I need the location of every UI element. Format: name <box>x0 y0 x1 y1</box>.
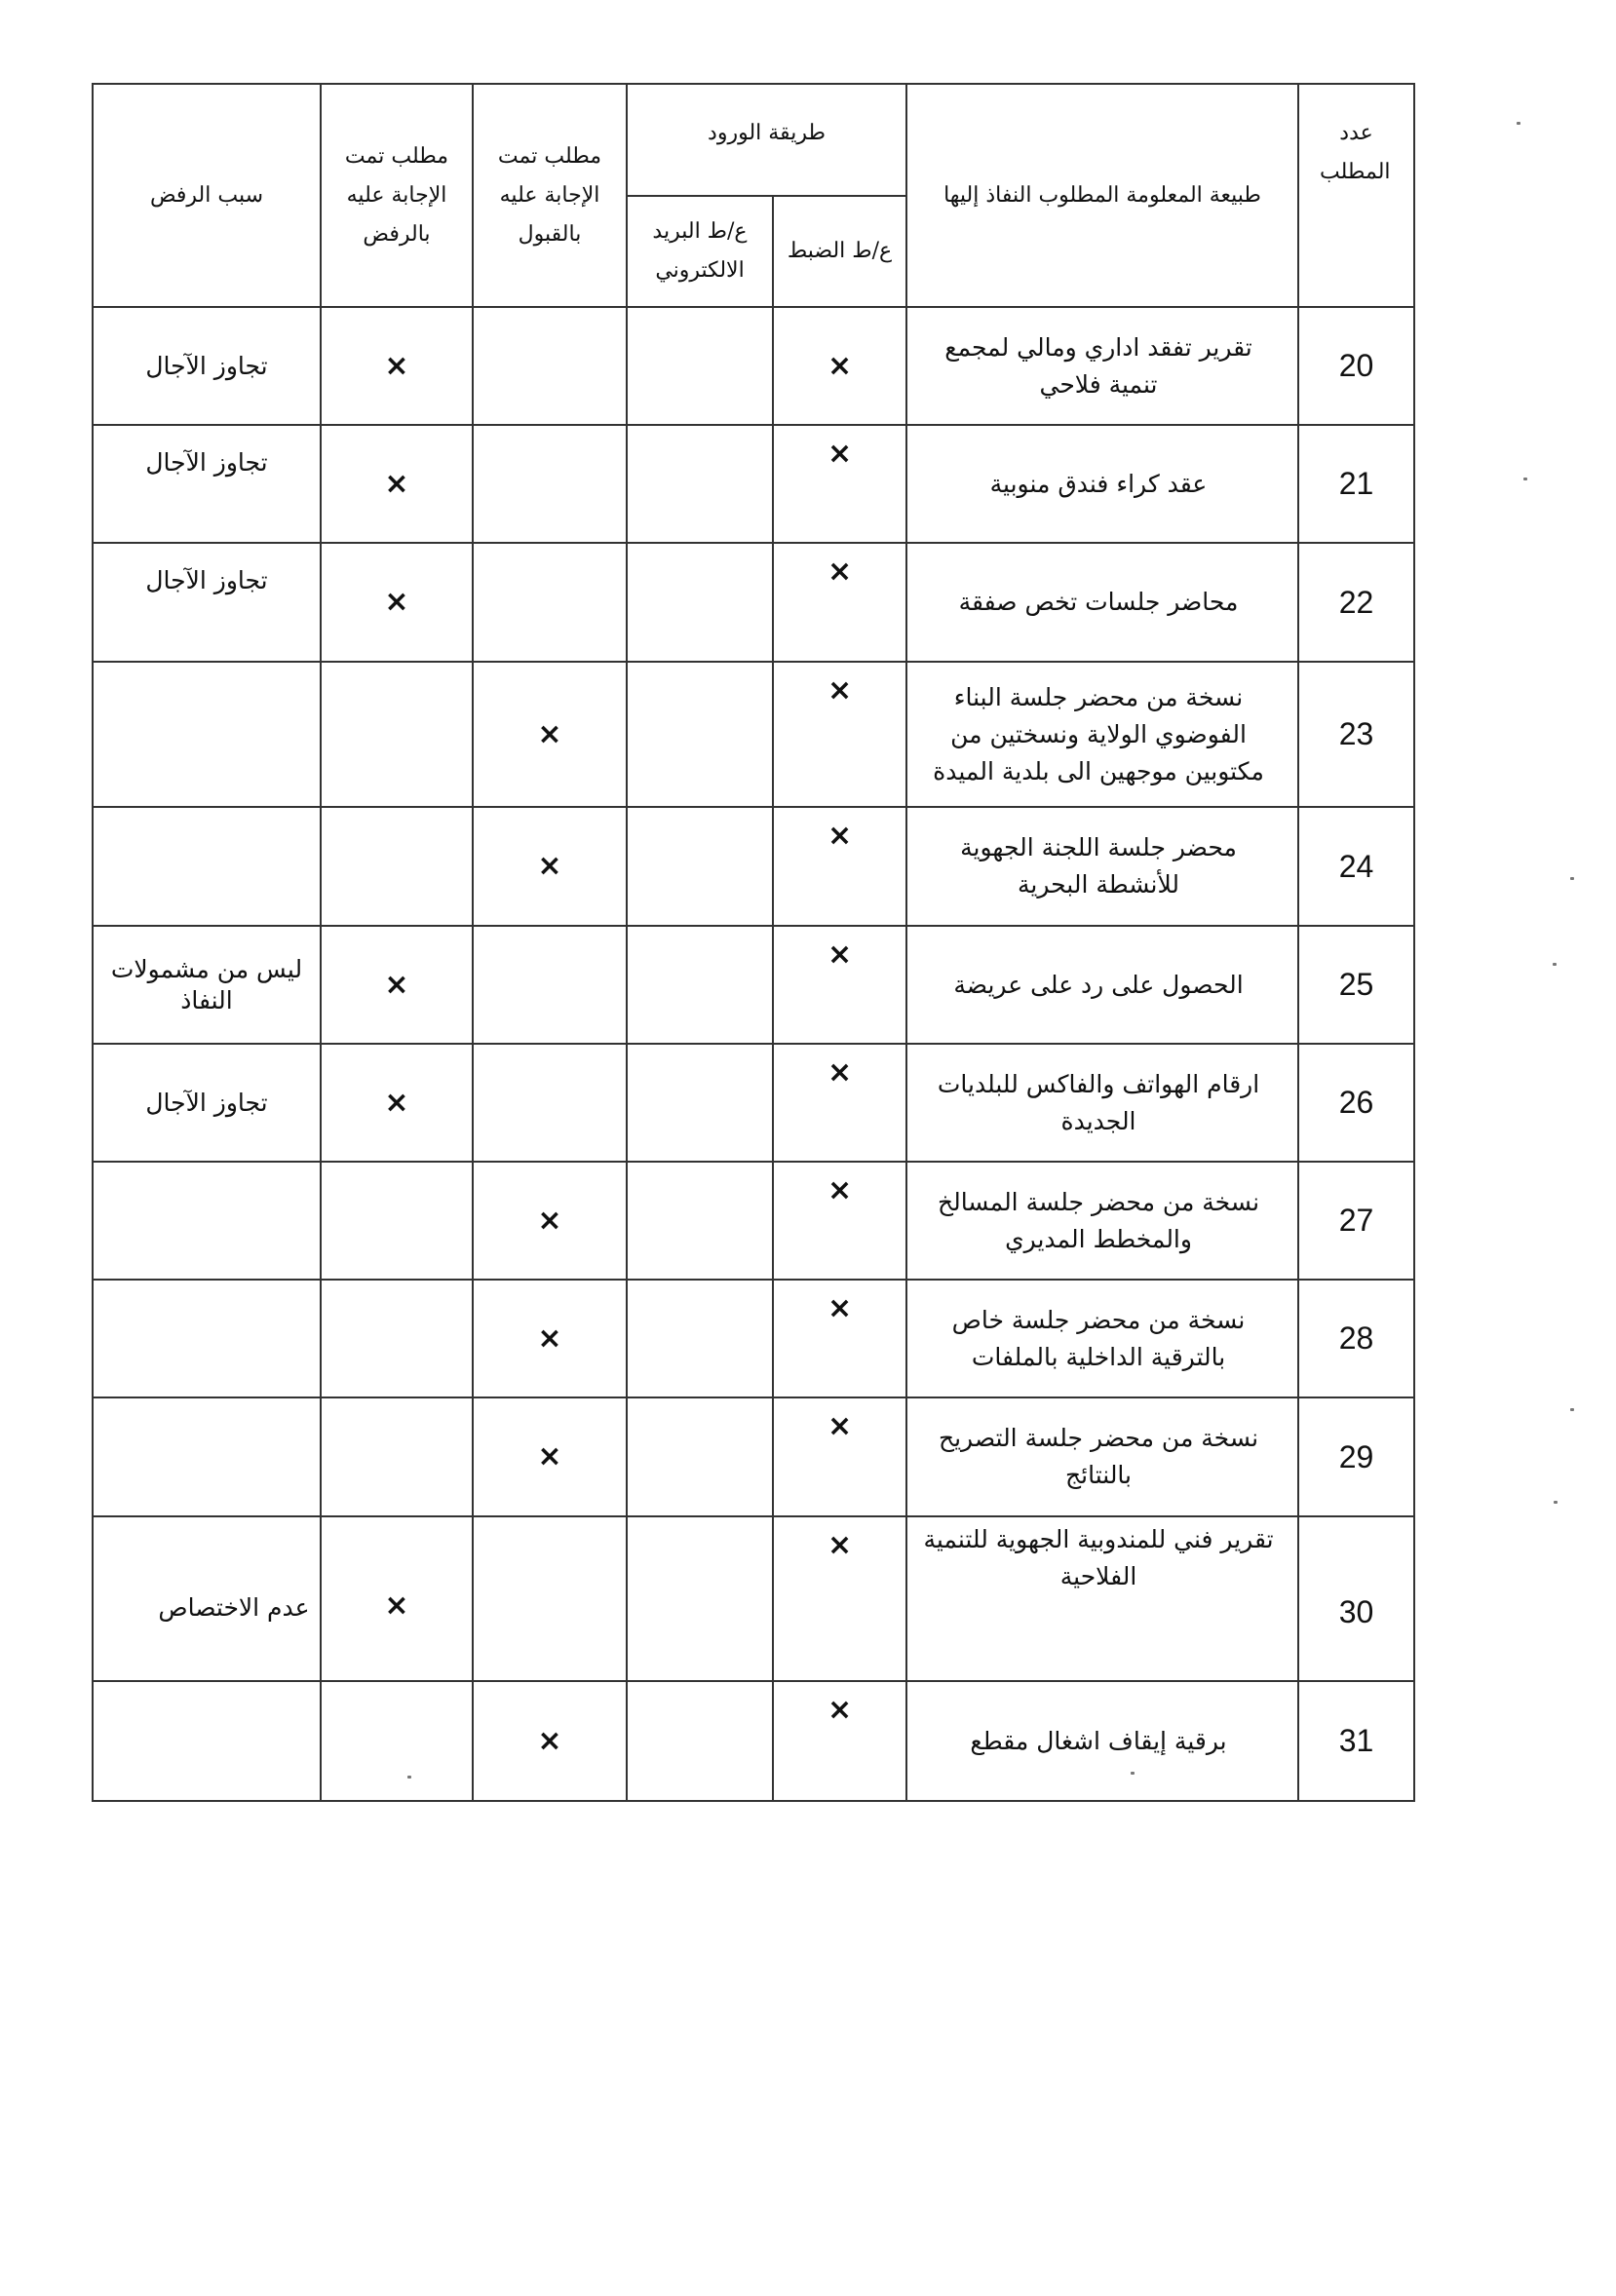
refusal-reason-cell: تجاوز الآجال <box>93 543 321 662</box>
accepted-mark-cell <box>473 425 627 543</box>
refusal-reason-cell: عدم الاختصاص <box>93 1516 321 1681</box>
refusal-reason-cell <box>93 662 321 807</box>
accepted-mark-cell: × <box>473 1162 627 1280</box>
email-mark-cell <box>627 1397 773 1516</box>
header-by-office: ع/ط الضبط <box>773 196 906 307</box>
info-nature-cell: نسخة من محضر جلسة البناء الفوضوي الولاية ونسختين من مكتوبين موجهين الى بلدية الميدة <box>906 662 1298 807</box>
info-nature-cell: تقرير فني للمندوبية الجهوية للتنمية الفلاحية <box>906 1516 1298 1681</box>
office-mark-cell: × <box>773 1681 906 1801</box>
email-mark-cell <box>627 807 773 926</box>
email-mark-cell <box>627 926 773 1044</box>
email-mark-cell <box>627 1044 773 1162</box>
office-mark-cell: × <box>773 926 906 1044</box>
header-request-number: عدد المطلب <box>1298 84 1414 307</box>
email-mark-cell <box>627 662 773 807</box>
accepted-mark-cell <box>473 307 627 425</box>
info-nature-cell: تقرير تفقد اداري ومالي لمجمع تنمية فلاحي <box>906 307 1298 425</box>
accepted-mark-cell <box>473 1516 627 1681</box>
refusal-reason-cell <box>93 1162 321 1280</box>
refused-mark-cell: × <box>321 543 473 662</box>
table-row <box>93 543 1414 662</box>
email-mark-cell <box>627 307 773 425</box>
email-mark-cell <box>627 425 773 543</box>
refused-mark-cell: × <box>321 425 473 543</box>
office-mark-cell: × <box>773 662 906 807</box>
refusal-reason-cell <box>93 1280 321 1397</box>
request-number-cell: 30 <box>1298 1516 1414 1681</box>
refused-mark-cell <box>321 662 473 807</box>
scan-speck <box>407 1776 411 1779</box>
table-row <box>93 662 1414 807</box>
table-row <box>93 807 1414 926</box>
accepted-mark-cell: × <box>473 1280 627 1397</box>
header-refused: مطلب تمت الإجابة عليه بالرفض <box>321 84 473 307</box>
office-mark-cell: × <box>773 1397 906 1516</box>
info-nature-cell: الحصول على رد على عريضة <box>906 926 1298 1044</box>
office-mark-cell: × <box>773 1044 906 1162</box>
header-refusal-reason: سبب الرفض <box>93 84 321 307</box>
office-mark-cell: × <box>773 307 906 425</box>
refused-mark-cell <box>321 1681 473 1801</box>
request-number-cell: 26 <box>1298 1044 1414 1162</box>
request-number-cell: 23 <box>1298 662 1414 807</box>
table-row <box>93 307 1414 425</box>
document-sheet <box>92 83 1413 1802</box>
request-number-cell: 31 <box>1298 1681 1414 1801</box>
table-row <box>93 1681 1414 1801</box>
info-nature-cell: ارقام الهواتف والفاكس للبلديات الجديدة <box>906 1044 1298 1162</box>
request-number-cell: 28 <box>1298 1280 1414 1397</box>
info-nature-cell: نسخة من محضر جلسة التصريح بالنتائج <box>906 1397 1298 1516</box>
scan-speck <box>1523 478 1527 480</box>
refused-mark-cell: × <box>321 1516 473 1681</box>
email-mark-cell <box>627 1280 773 1397</box>
scan-speck <box>1570 877 1574 880</box>
scan-speck <box>1553 963 1557 966</box>
office-mark-cell: × <box>773 1162 906 1280</box>
header-by-email: ع/ط البريد الالكتروني <box>627 196 773 307</box>
request-number-cell: 29 <box>1298 1397 1414 1516</box>
table-row <box>93 1162 1414 1280</box>
refusal-reason-cell: تجاوز الآجال <box>93 425 321 543</box>
office-mark-cell: × <box>773 1280 906 1397</box>
email-mark-cell <box>627 1162 773 1280</box>
refusal-reason-cell: تجاوز الآجال <box>93 307 321 425</box>
refusal-reason-cell <box>93 807 321 926</box>
accepted-mark-cell <box>473 543 627 662</box>
table-row <box>93 1397 1414 1516</box>
request-number-cell: 24 <box>1298 807 1414 926</box>
accepted-mark-cell <box>473 1044 627 1162</box>
refusal-reason-cell <box>93 1681 321 1801</box>
accepted-mark-cell: × <box>473 662 627 807</box>
request-number-cell: 27 <box>1298 1162 1414 1280</box>
header-accepted: مطلب تمت الإجابة عليه بالقبول <box>473 84 627 307</box>
scan-speck <box>1554 1501 1558 1504</box>
requests-table <box>92 83 1415 1802</box>
header-info-nature: طبيعة المعلومة المطلوب النفاذ إليها <box>906 84 1298 307</box>
info-nature-cell: عقد كراء فندق منوبية <box>906 425 1298 543</box>
scan-speck <box>1570 1408 1574 1411</box>
refusal-reason-cell <box>93 1397 321 1516</box>
refused-mark-cell: × <box>321 307 473 425</box>
info-nature-cell: نسخة من محضر جلسة خاص بالترقية الداخلية بالملفات <box>906 1280 1298 1397</box>
office-mark-cell: × <box>773 807 906 926</box>
table-row <box>93 1044 1414 1162</box>
header-arrival-method: طريقة الورود <box>627 84 906 196</box>
request-number-cell: 20 <box>1298 307 1414 425</box>
info-nature-cell: محضر جلسة اللجنة الجهوية للأنشطة البحرية <box>906 807 1298 926</box>
accepted-mark-cell: × <box>473 807 627 926</box>
request-number-cell: 21 <box>1298 425 1414 543</box>
scan-speck <box>1517 122 1520 125</box>
refusal-reason-cell: ليس من مشمولات النفاذ <box>93 926 321 1044</box>
refused-mark-cell <box>321 807 473 926</box>
refused-mark-cell: × <box>321 926 473 1044</box>
scan-speck <box>1131 1772 1135 1775</box>
table-row <box>93 1280 1414 1397</box>
request-number-cell: 22 <box>1298 543 1414 662</box>
table-row <box>93 1516 1414 1681</box>
header-row-top <box>93 84 1414 196</box>
table-row <box>93 425 1414 543</box>
refused-mark-cell <box>321 1162 473 1280</box>
office-mark-cell: × <box>773 1516 906 1681</box>
refused-mark-cell <box>321 1397 473 1516</box>
refused-mark-cell: × <box>321 1044 473 1162</box>
accepted-mark-cell <box>473 926 627 1044</box>
info-nature-cell: برقية إيقاف اشغال مقطع <box>906 1681 1298 1801</box>
request-number-cell: 25 <box>1298 926 1414 1044</box>
info-nature-cell: محاضر جلسات تخص صفقة <box>906 543 1298 662</box>
accepted-mark-cell: × <box>473 1681 627 1801</box>
office-mark-cell: × <box>773 543 906 662</box>
email-mark-cell <box>627 543 773 662</box>
info-nature-cell: نسخة من محضر جلسة المسالخ والمخطط المديري <box>906 1162 1298 1280</box>
refused-mark-cell <box>321 1280 473 1397</box>
table-row <box>93 926 1414 1044</box>
office-mark-cell: × <box>773 425 906 543</box>
email-mark-cell <box>627 1516 773 1681</box>
email-mark-cell <box>627 1681 773 1801</box>
refusal-reason-cell: تجاوز الآجال <box>93 1044 321 1162</box>
accepted-mark-cell: × <box>473 1397 627 1516</box>
